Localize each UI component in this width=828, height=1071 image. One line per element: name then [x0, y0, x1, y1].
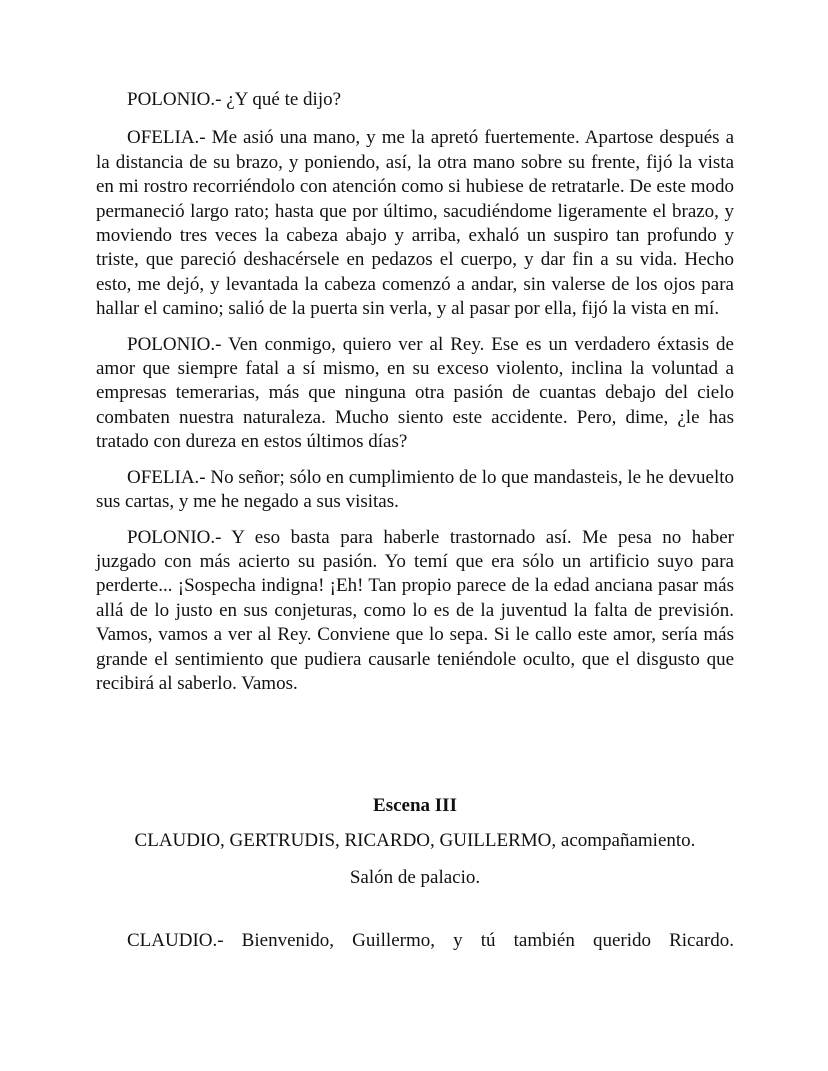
paragraph-ofelia-1: OFELIA.- Me asió una mano, y me la apretó fuertemente. Apartose después a la distancia de su brazo, y poniendo, así, la otra mano sobre su frente, fijó la vista en mi rostro recorriéndolo con atención como si hubiese de retratarle. De este modo permaneció largo rato; hasta que por último, sacudiéndome ligeramente el brazo, y moviendo tres veces la cabeza abajo y arriba, exhaló un suspiro tan profundo y triste, que pareció deshacérsele en pedazos el cuerpo, y dar fin a su vida. Hecho esto, me dejó, y levantada la cabeza comenzó a andar, sin valerse de los ojos para hallar el camino; salió de la puerta sin verla, y al pasar por ella, fijó la vista en mí. [96, 127, 734, 320]
paragraph-claudio-1: CLAUDIO.- Bienvenido, Guillermo, y tú también querido Ricardo. [127, 930, 734, 951]
scene-characters: CLAUDIO, GERTRUDIS, RICARDO, GUILLERMO, acompañamiento. [134, 830, 696, 851]
scene-title: Escena III [373, 795, 457, 816]
paragraph-polonio-3: POLONIO.- Y eso basta para haberle trastornado así. Me pesa no haber juzgado con más acierto su pasión. Yo temí que era sólo un artificio suyo para perderte... ¡Sospecha indigna! ¡Eh! Tan propio parece de la edad anciana pasar más allá de lo justo en sus conjeturas, como lo es de la juventud la falta de previsión. Vamos, vamos a ver al Rey. Conviene que lo sepa. Si le callo este amor, sería más grande el sentimiento que pudiera causarle teniéndole oculto, que el disgusto que recibirá al saberlo. Vamos. [96, 526, 734, 694]
paragraph-ofelia-2: OFELIA.- No señor; sólo en cumplimiento de lo que mandasteis, le he devuelto sus cartas, y me he negado a sus visitas. [96, 466, 734, 513]
page-body [96, 88, 734, 707]
paragraph-polonio-2: POLONIO.- Ven conmigo, quiero ver al Rey. Ese es un verdadero éxtasis de amor que siempre fatal a sí mismo, en su exceso violento, inclina la voluntad a empresas temerarias, más que ninguna otra pasión de cuantas debajo del cielo combaten nuestra naturaleza. Mucho siento este accidente. Pero, dime, ¿le has tratado con dureza en estos últimos días? [96, 333, 734, 453]
scene-setting: Salón de palacio. [349, 867, 481, 888]
paragraph-polonio-1: POLONIO.- ¿Y qué te dijo? [127, 89, 342, 110]
